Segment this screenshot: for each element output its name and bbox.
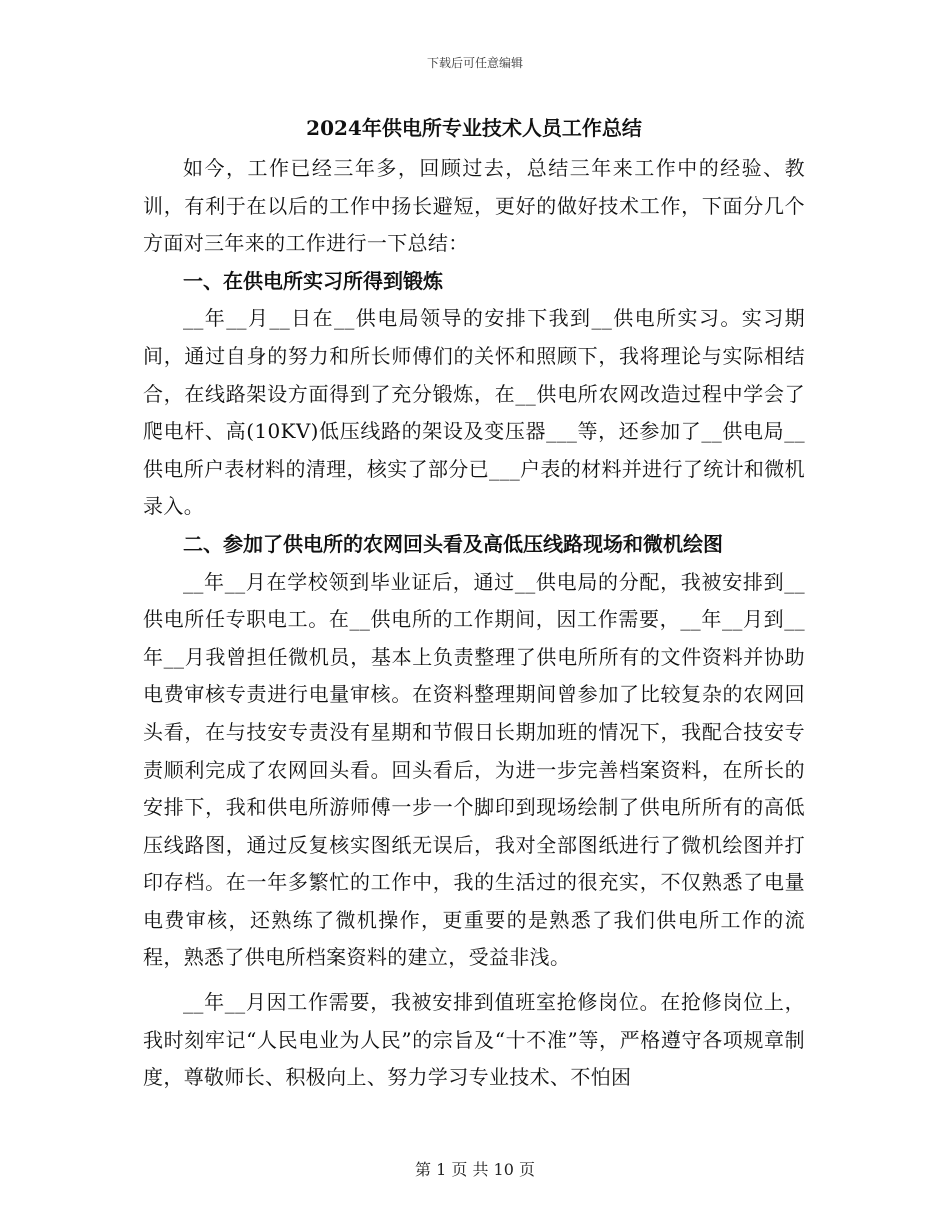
document-title: 2024年供电所专业技术人员工作总结 xyxy=(306,116,642,140)
section-2-paragraph-2: __年__月因工作需要，我被安排到值班室抢修岗位。在抢修岗位上，我时刻牢记“人民电业为人民”的宗旨及“十不准”等，严格遵守各项规章制度，尊敬师长、积极向上、努力学习专业技术、不怕困 xyxy=(143,990,805,1090)
intro-paragraph: 如今，工作已经三年多，回顾过去，总结三年来工作中的经验、教训，有利于在以后的工作中扬长避短，更好的做好技术工作，下面分几个方面对三年来的工作进行一下总结： xyxy=(143,156,805,256)
document-body xyxy=(143,112,805,1097)
page-number: 第 1 页 共 10 页 xyxy=(415,1160,535,1179)
header-note: 下载后可任意编辑 xyxy=(426,56,523,70)
section-1-paragraph: __年__月__日在__供电局领导的安排下我到__供电所实习。实习期间，通过自身的努力和所长师傅们的关怀和照顾下，我将理论与实际相结合，在线路架设方面得到了充分锻炼，在__供电所农网改造过程中学会了爬电杆、高(10KV)低压线路的架设及变压器___等，还参加了__供电局__供电所户表材料的清理，核实了部分已___户表的材料并进行了统计和微机录入。 xyxy=(143,306,805,519)
section-1-heading: 一、在供电所实习所得到锻炼 xyxy=(183,268,443,293)
section-2-paragraph: __年__月在学校领到毕业证后，通过__供电局的分配，我被安排到__供电所任专职电工。在__供电所的工作期间，因工作需要，__年__月到__年__月我曾担任微机员，基本上负责整理了供电所所有的文件资料并协助电费审核专责进行电量审核。在资料整理期间曾参加了比较复杂的农网回头看，在与技安专责没有星期和节假日长期加班的情况下，我配合技安专责顺利完成了农网回头看。回头看后，为进一步完善档案资料，在所长的安排下，我和供电所游师傅一步一个脚印到现场绘制了供电所所有的高低压线路图，通过反复核实图纸无误后，我对全部图纸进行了微机绘图并打印存档。在一年多繁忙的工作中，我的生活过的很充实，不仅熟悉了电量电费审核，还熟练了微机操作，更重要的是熟悉了我们供电所工作的流程，熟悉了供电所档案资料的建立，受益非浅。 xyxy=(143,569,805,970)
section-2-heading: 二、参加了供电所的农网回头看及高低压线路现场和微机绘图 xyxy=(183,531,723,556)
